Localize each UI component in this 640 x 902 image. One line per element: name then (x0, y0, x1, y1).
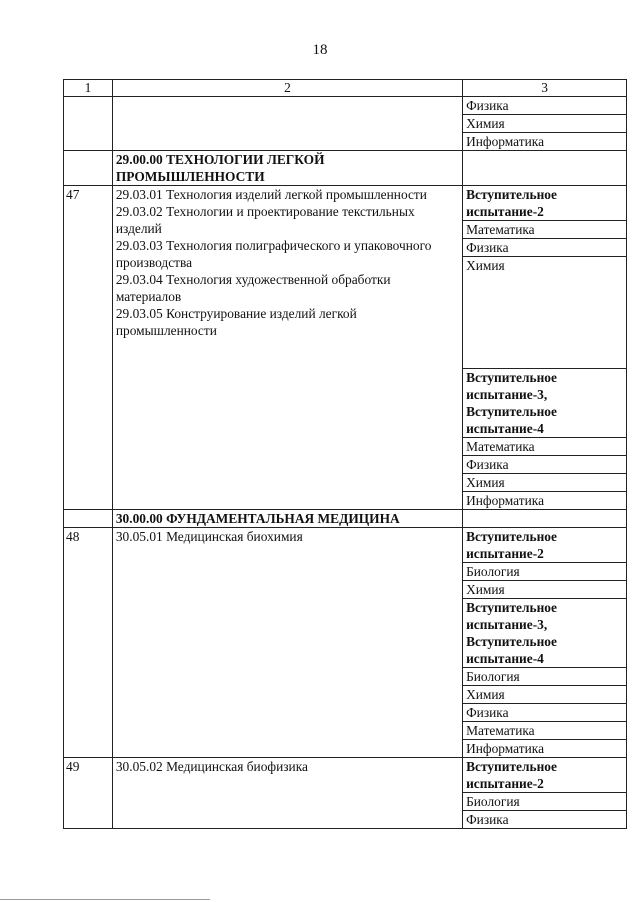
subject-item: Физика (463, 456, 626, 474)
program-item: 29.03.03 Технология полиграфического и упаковочного производства (115, 238, 432, 270)
group-row (64, 510, 627, 528)
table-header-row (64, 80, 627, 97)
program-item: 29.03.05 Конструирование изделий легкой промышленности (115, 306, 357, 338)
exam-heading: Вступительное испытание-2 (463, 186, 626, 221)
subject-item: Физика (463, 704, 626, 722)
exam-heading: Вступительное испытание-2 (463, 758, 626, 793)
subject-item: Биология (463, 563, 626, 581)
program-item: 30.05.02 Медицинская биофизика (112, 758, 462, 829)
exam-heading: Вступительное испытание-3, Вступительное испытание-4 (463, 599, 626, 668)
subject-item: Химия (463, 115, 626, 133)
row-number: 47 (64, 186, 113, 510)
table-row (64, 97, 627, 151)
program-item: 29.03.01 Технология изделий легкой промышленности (115, 187, 427, 202)
subject-item: Математика (463, 438, 626, 456)
table-row (64, 528, 627, 758)
subject-item: Химия (463, 474, 626, 492)
group-title: 29.00.00 ТЕХНОЛОГИИ ЛЕГКОЙ ПРОМЫШЛЕННОСТИ (112, 151, 462, 186)
subject-item: Информатика (466, 493, 545, 508)
page-bottom-divider (0, 899, 210, 900)
subject-item: Химия (463, 581, 626, 599)
header-col-1: 1 (64, 80, 113, 97)
exam-heading: Вступительное испытание-3, Вступительное испытание-4 (463, 369, 626, 438)
subject-item: Физика (466, 812, 509, 827)
subject-item: Химия (463, 257, 626, 369)
group-row (64, 151, 627, 186)
header-col-2: 2 (112, 80, 462, 97)
subject-item: Информатика (466, 134, 545, 149)
program-item: 29.03.04 Технология художественной обработки материалов (115, 272, 391, 304)
row-number: 49 (64, 758, 113, 829)
exam-heading: Вступительное испытание-2 (463, 528, 626, 563)
subject-item: Биология (463, 793, 626, 811)
table-row (64, 186, 627, 510)
admission-table (63, 79, 627, 829)
program-item: 30.05.01 Медицинская биохимия (112, 528, 462, 758)
subject-item: Математика (463, 221, 626, 239)
subject-item: Биология (463, 668, 626, 686)
subject-item: Физика (463, 239, 626, 257)
program-item: 29.03.02 Технологии и проектирование текстильных изделий (115, 204, 415, 236)
subject-item: Химия (463, 686, 626, 704)
subject-item: Информатика (466, 741, 545, 756)
subject-item: Математика (463, 722, 626, 740)
header-col-3: 3 (463, 80, 627, 97)
row-number: 48 (64, 528, 113, 758)
page-number: 18 (312, 42, 328, 58)
group-title: 30.00.00 ФУНДАМЕНТАЛЬНАЯ МЕДИЦИНА (112, 510, 462, 528)
table-row (64, 758, 627, 829)
subject-item: Физика (463, 97, 626, 115)
